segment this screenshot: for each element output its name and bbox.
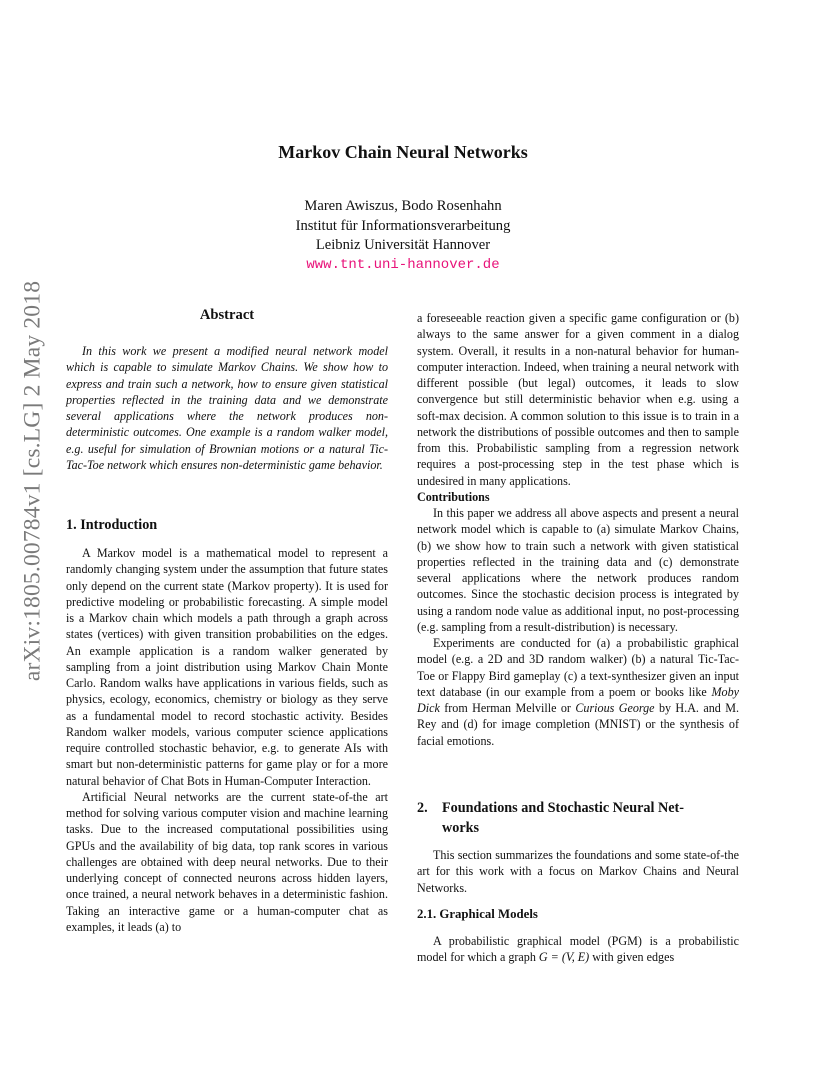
section-2-body: [417, 847, 739, 896]
experiments-paragraph: Experiments are conducted for (a) a probabilistic graphical model (e.g. a 2D and 3D random walker) (b) a natural Tic-Tac-Toe or Flappy Bird gameplay (c) a text-synthesizer given an input text database (in our example from a poem or books like Moby Dick from Herman Melville or Curious George by H.A. and M. Rey and (d) for image completion (MNIST) or the synthesis of facial emotions.: [417, 636, 739, 748]
book-title-curious-george: Curious George: [575, 701, 655, 715]
institute: Institut für Informationsverarbeitung: [295, 217, 511, 234]
university: Leibniz Universität Hannover: [315, 237, 491, 253]
website-link[interactable]: www.tnt.uni-hannover.de: [306, 256, 500, 273]
intro-paragraph-2: Artificial Neural networks are the current state-of-the art method for solving various computer vision and machine learning tasks. Due to the increased computational possibilities using GPUs and the availability of big data, top rank scores in various challenges are obtained with deep neural networks. Due to their underlying concept of connected neurons across hidden layers, once trained, a neural network behaves in a deterministic fashion. Taking an interactive game or a human-computer chat as examples, it leads (a) to: [66, 789, 388, 934]
abstract-body: [66, 343, 388, 473]
book-title-moby-dick: Moby Dick: [417, 684, 739, 715]
authors: Maren Awiszus, Bodo Rosenhahn: [304, 198, 502, 214]
introduction-heading: 1. Introduction: [66, 517, 158, 533]
abstract-heading: Abstract: [199, 307, 255, 323]
right-column-body: [417, 310, 739, 749]
contributions-heading: Contributions: [417, 489, 490, 504]
section-2-paragraph: This section summarizes the foundations and some state-of-the art for this work with a focus on Markov Chains and Neural Networks.: [417, 848, 739, 895]
graph-formula: G = (V, E): [538, 950, 590, 965]
subsection-2-1-paragraph: A probabilistic graphical model (PGM) is a probabilistic model for which a graph G = (V, E) with given edges: [417, 934, 739, 965]
contributions-paragraph: In this paper we address all above aspects and present a neural network model which is capable to (a) simulate Markov Chains, (b) we show how to train such a network with given statistical properties reflected in the training data and (c) demonstrate several applications where the network produces random outcomes. Since the stochastic decision process is integrated by using a random node value as additional input, no post-processing (e.g. sampling from a result-distribution) is necessary.: [417, 506, 739, 634]
subsection-2-1-heading: 2.1. Graphical Models: [417, 907, 538, 921]
arxiv-sidebar-stamp: [13, 280, 53, 682]
abstract-text: In this work we present a modified neural network model which is capable to simulate Markov Chains. We show how to express and train such a network, how to ensure given statistical properties reflected in the training data and we demonstrate several applications where the network produces non-deterministic outcomes. One example is a random walker model, e.g. useful for simulation of Brownian motions or a natural Tic-Tac-Toe network which ensures non-deterministic game behavior.: [66, 344, 388, 472]
arxiv-id: arXiv:1805.00784v1 [cs.LG] 2 May 2018: [19, 280, 46, 682]
subsection-2-1-body: [417, 933, 739, 966]
paper-title: Markov Chain Neural Networks: [278, 142, 528, 162]
introduction-body: [66, 545, 388, 935]
section-2-heading: 2. Foundations and Stochastic Neural Net- works: [417, 800, 684, 836]
intro-paragraph-1: A Markov model is a mathematical model to represent a randomly changing system under the assumption that future states only depend on the current state (Markov property). It is used for predictive modeling or probabilistic forecasting. A simple model is a Markov chain which models a path through a graph across states (vertices) with given transition probabilities on the edges. An example application is a random walker generated by sampling from a joint distribution using Markov Chain Monte Carlo. Random walks have applications in various fields, such as physics, ecology, economics, chemistry or biology as they serve as a fundamental model to record stochastic activity. Besides Random walker models, various computer science applications require controlled stochastic behavior, e.g. to generate AIs with smart but non-deterministic patterns for game play or for a more natural behavior of Chat Bots in Human-Computer Interaction.: [66, 546, 388, 788]
intro-paragraph-continued: a foreseeable reaction given a specific game configuration or (b) always to the same answer for a given comment in a dialog system. Overall, it results in a non-natural behavior for human-computer interaction. Indeed, when training a neural network with different possible (but legal) outcomes, it leads to slow convergence but still deterministic behavior when e.g. using a soft-max decision. A common solution to this issue is to train in a network the distributions of possible outcomes and then to sample from this. Probabilistic sampling from a regression network requires a post-processing step in the test phase which is undesired in many applications.: [417, 311, 739, 488]
author-block: [0, 197, 806, 275]
